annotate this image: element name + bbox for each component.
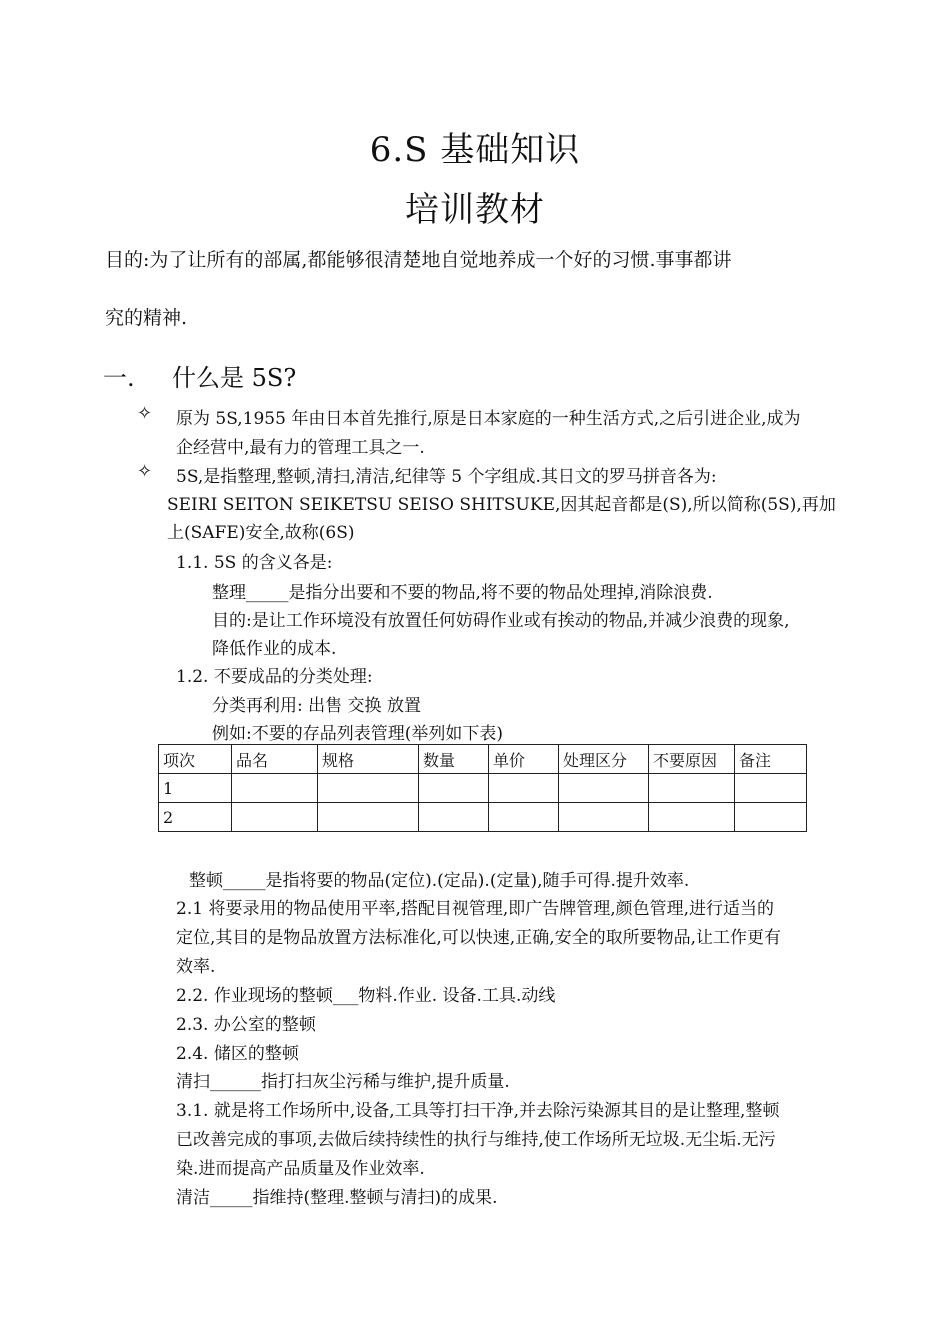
diamond-bullet-icon: ✧ (137, 461, 153, 482)
diamond-bullet-icon: ✧ (137, 403, 153, 424)
table-row (159, 774, 807, 803)
subsection-1-1-a: 整理_____是指分出要和不要的物品,将不要的物品处理掉,消除浪费. (212, 583, 713, 603)
doc-subtitle: 培训教材 (405, 190, 545, 230)
table-cell (419, 774, 489, 803)
bullet-2-line-1: 5S,是指整理,整顿,清扫,清洁,纪律等 5 个字组成.其日文的罗马拼音各为: (176, 467, 717, 487)
table-cell (318, 803, 419, 832)
subsection-3-1-line-1: 3.1. 就是将工作场所中,设备,工具等打扫干净,并去除污染源其目的是让整理,整顿 (176, 1101, 780, 1121)
unwanted-items-table (158, 744, 807, 832)
bullet-1-line-1: 原为 5S,1955 年由日本首先推行,原是日本家庭的一种生活方式,之后引进企业,成为 (176, 409, 801, 429)
table-cell (735, 774, 807, 803)
table-cell (735, 803, 807, 832)
subsection-1-1: 1.1. 5S 的含义各是: (176, 553, 333, 573)
doc-title: 6.S 基础知识 (369, 130, 581, 170)
subsection-2-1-line-3: 效率. (176, 957, 216, 977)
section-1-number: 一. (103, 364, 135, 392)
bullet-1-line-2: 企经营中,最有力的管理工具之一. (176, 438, 425, 458)
purpose-line-1: 目的:为了让所有的部属,都能够很清楚地自觉地养成一个好的习惯.事事都讲 (105, 249, 732, 271)
subsection-1-2-a: 分类再利用: 出售 交换 放置 (212, 696, 421, 716)
subsection-1-2-b: 例如:不要的存品列表管理(举列如下表) (212, 724, 503, 744)
table-cell (489, 774, 559, 803)
table-cell (649, 774, 735, 803)
table-header-cell: 不要原因 (649, 745, 735, 774)
table-cell (649, 803, 735, 832)
subsection-2-3: 2.3. 办公室的整顿 (176, 1015, 316, 1035)
subsection-1-2: 1.2. 不要成品的分类处理: (176, 667, 373, 687)
subsection-1-1-b-line-1: 目的:是让工作环境没有放置任何妨碍作业或有挨动的物品,并减少浪费的现象, (212, 611, 790, 631)
table-cell: 1 (159, 774, 232, 803)
table-header-row (159, 745, 807, 774)
table-cell (318, 774, 419, 803)
table-cell (559, 803, 649, 832)
section-1-title: 什么是 5S? (172, 364, 297, 392)
table-header-cell: 处理区分 (559, 745, 649, 774)
subsection-2-1-line-1: 2.1 将要录用的物品使用平率,搭配目视管理,即广告牌管理,颜色管理,进行适当的 (176, 899, 775, 919)
table-cell (232, 774, 318, 803)
subsection-3-1-line-2: 已改善完成的事项,去做后续持续性的执行与维持,使工作场所无垃圾.无尘垢.无污 (176, 1130, 776, 1150)
bullet-2-line-2: SEIRI SEITON SEIKETSU SEISO SHITSUKE,因其起音都是(S),所以简称(5S),再加 (167, 495, 836, 515)
table-header-cell: 单价 (489, 745, 559, 774)
purpose-line-2: 究的精神. (105, 307, 188, 329)
table-header-cell: 项次 (159, 745, 232, 774)
table-header-cell: 数量 (419, 745, 489, 774)
subsection-2-4: 2.4. 储区的整顿 (176, 1044, 299, 1064)
subsection-3-1-line-3: 染.进而提高产品质量及作业效率. (176, 1159, 425, 1179)
subsection-2-1-line-2: 定位,其目的是物品放置方法标准化,可以快速,正确,安全的取所要物品,让工作更有 (176, 928, 782, 948)
table-cell (489, 803, 559, 832)
table-cell: 2 (159, 803, 232, 832)
subsection-1-1-b-line-2: 降低作业的成本. (212, 639, 337, 659)
table-cell (559, 774, 649, 803)
table-cell (419, 803, 489, 832)
table-header-cell: 品名 (232, 745, 318, 774)
table-header-cell: 规格 (318, 745, 419, 774)
seiton-definition: 整顿_____是指将要的物品(定位).(定品).(定量),随手可得.提升效率. (189, 871, 690, 891)
seiso-definition: 清扫______指打扫灰尘污稀与维护,提升质量. (176, 1072, 510, 1092)
table-cell (232, 803, 318, 832)
seiketsu-definition: 清洁_____指维持(整理.整顿与清扫)的成果. (176, 1188, 498, 1208)
table-header-cell: 备注 (735, 745, 807, 774)
table-row (159, 803, 807, 832)
subsection-2-2: 2.2. 作业现场的整顿___物料.作业. 设备.工具.动线 (176, 986, 556, 1006)
bullet-2-line-3: 上(SAFE)安全,故称(6S) (167, 523, 355, 543)
